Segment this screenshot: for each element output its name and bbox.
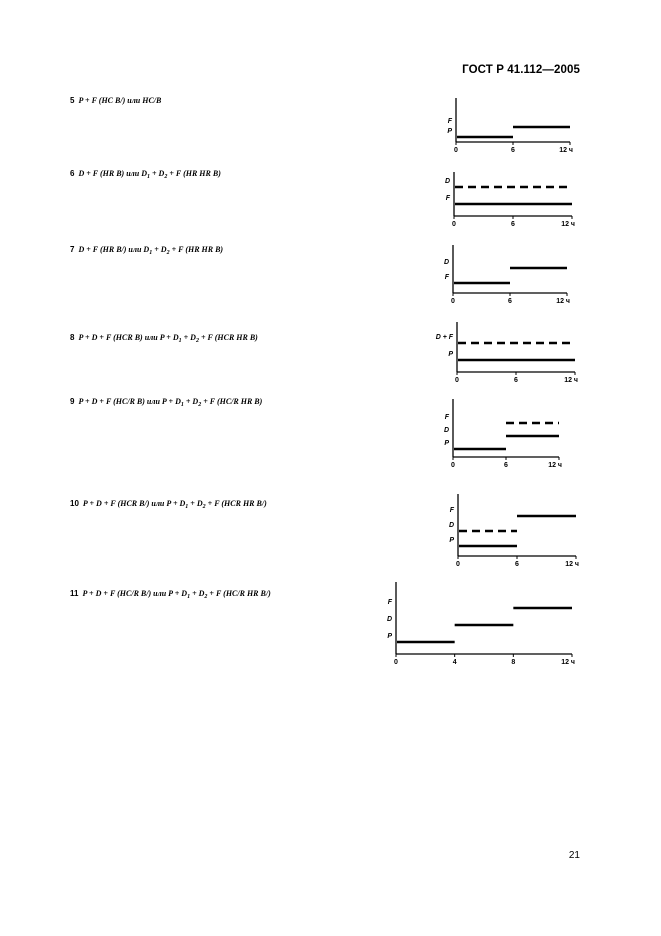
formula-row-7	[70, 245, 223, 256]
tick-label: 0	[451, 298, 455, 305]
formula-text: + F (HC/R HR B/)	[207, 589, 271, 598]
tick-label: 6	[515, 561, 519, 568]
tick-label: 0	[455, 377, 459, 384]
formula-text: P + D + F (HC/R B/) или P + D	[82, 589, 188, 598]
formula-subscript: 2	[202, 504, 206, 510]
formula-row-8	[70, 333, 258, 344]
formula-text: P + D + F (HCR B) или P + D	[78, 333, 179, 342]
level-label: P	[448, 351, 453, 358]
formula-subscript: 1	[187, 594, 191, 600]
tick-label: 6	[514, 377, 518, 384]
level-label: F	[444, 414, 449, 421]
level-label: D	[448, 522, 454, 529]
tick-label: 12 ч	[564, 377, 578, 384]
formula-text: P + D + F (HC/R B) или P + D	[78, 397, 181, 406]
level-label: F	[387, 599, 392, 606]
formula-text: + D	[181, 333, 196, 342]
level-label: D	[386, 616, 392, 623]
tick-label: 0	[451, 462, 455, 469]
formula-number: 6	[70, 169, 75, 178]
page-number: 21	[568, 850, 580, 861]
tick-label: 0	[394, 659, 398, 666]
tick-label: 12 ч	[561, 221, 575, 228]
level-label: D	[443, 427, 449, 434]
formula-text: + F (HC/R HR B)	[201, 397, 263, 406]
formula-subscript: 1	[178, 338, 182, 344]
tick-label: 6	[508, 298, 512, 305]
formula-text: + D	[152, 245, 167, 254]
level-label: D	[443, 259, 449, 266]
level-label: P	[449, 537, 454, 544]
formula-text: P + D + F (HCR B/) или P + D	[82, 499, 186, 508]
level-label: F	[445, 195, 450, 202]
formula-text: + F (HCR HR B)	[198, 333, 258, 342]
tick-label: 6	[504, 462, 508, 469]
formula-text: D + F (HR B) или D	[78, 169, 147, 178]
formula-number: 9	[70, 397, 75, 406]
level-label: P	[387, 633, 392, 640]
tick-label: 12 ч	[565, 561, 579, 568]
tick-label: 12 ч	[548, 462, 562, 469]
formula-text: + D	[149, 169, 165, 178]
tick-label: 12 ч	[561, 659, 575, 666]
level-label: F	[449, 507, 454, 514]
formula-number: 11	[70, 589, 79, 598]
formula-number: 5	[70, 96, 75, 105]
level-label: P	[444, 440, 449, 447]
formula-text: + D	[183, 397, 199, 406]
formula-text: + F (HCR HR B/)	[205, 499, 267, 508]
formula-text: P + F (HC B/) или HC/B	[78, 96, 162, 105]
level-label: D + F	[435, 334, 453, 341]
timing-diagram-6	[440, 170, 585, 232]
formula-subscript: 1	[180, 402, 184, 408]
timing-diagram-10	[440, 492, 585, 574]
tick-label: 12 ч	[559, 147, 573, 154]
formula-subscript: 1	[185, 504, 189, 510]
formula-row-9	[70, 397, 262, 408]
level-label: D	[444, 178, 450, 185]
formula-subscript: 2	[195, 338, 199, 344]
formula-subscript: 2	[166, 250, 170, 256]
level-label: P	[447, 128, 452, 135]
tick-label: 0	[452, 221, 456, 228]
formula-row-5	[70, 96, 161, 105]
formula-number: 10	[70, 499, 79, 508]
formula-text: + D	[188, 499, 203, 508]
formula-subscript: 2	[204, 594, 208, 600]
formula-subscript: 2	[164, 174, 168, 180]
timing-diagram-7	[437, 243, 582, 309]
level-label: F	[447, 118, 452, 125]
timing-diagram-5	[440, 96, 585, 158]
tick-label: 0	[456, 561, 460, 568]
formula-row-11	[70, 589, 271, 600]
tick-label: 4	[452, 659, 457, 666]
level-label: F	[444, 274, 449, 281]
formula-number: 7	[70, 245, 75, 254]
formula-row-10	[70, 499, 267, 510]
formula-text: + D	[190, 589, 205, 598]
standard-header: ГОСТ Р 41.112—2005	[462, 64, 580, 76]
timing-diagram-9	[437, 397, 582, 473]
tick-label: 8	[511, 659, 516, 666]
timing-diagram-8	[420, 320, 582, 388]
formula-text: + F (HR HR B)	[169, 245, 224, 254]
formula-text: D + F (HR B/) или D	[78, 245, 150, 254]
formula-number: 8	[70, 333, 75, 342]
tick-label: 6	[511, 147, 515, 154]
tick-label: 0	[454, 147, 458, 154]
timing-diagram-11	[380, 580, 585, 672]
formula-subscript: 2	[198, 402, 202, 408]
tick-label: 6	[511, 221, 515, 228]
formula-row-6	[70, 169, 221, 180]
formula-subscript: 1	[149, 250, 153, 256]
formula-subscript: 1	[146, 174, 150, 180]
tick-label: 12 ч	[556, 298, 570, 305]
formula-text: + F (HR HR B)	[167, 169, 221, 178]
